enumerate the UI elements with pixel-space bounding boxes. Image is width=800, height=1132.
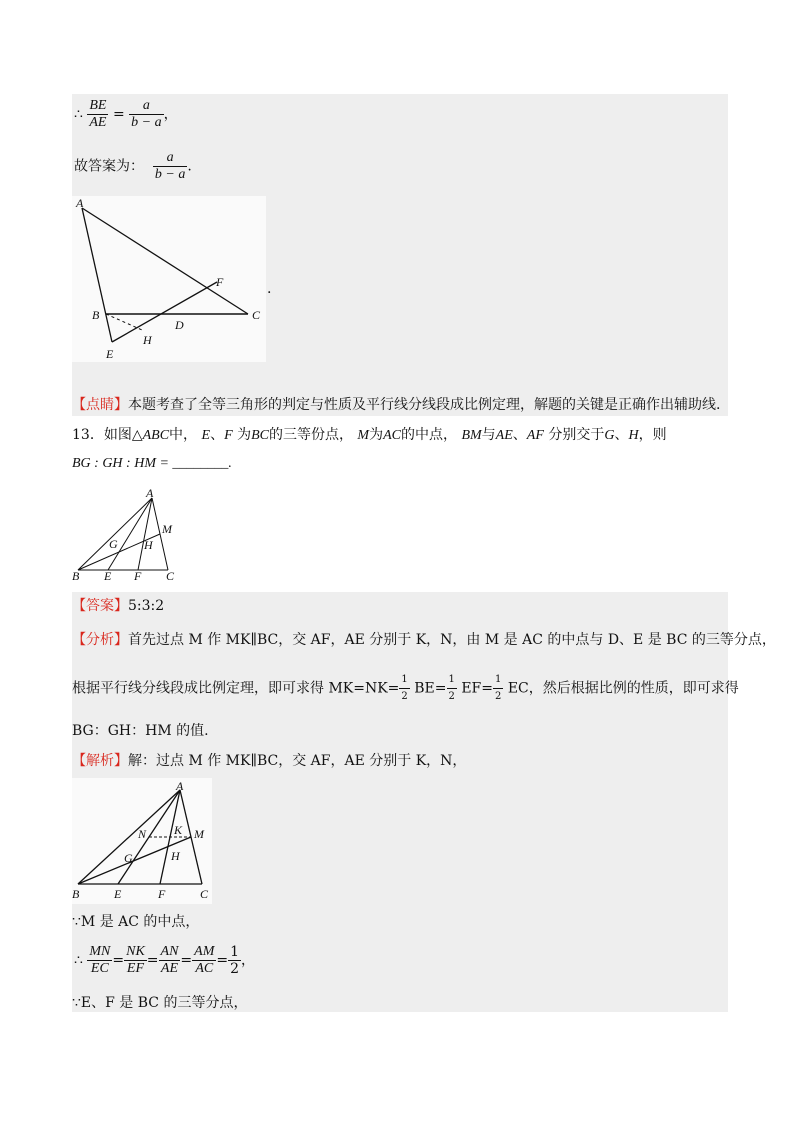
figure-triangle-abc-1 [72, 196, 266, 362]
fig2-label-c: C [166, 569, 175, 583]
fig1-label-h: H [143, 333, 152, 347]
dianjing-line: 【点睛】本题考查了全等三角形的判定与性质及平行线分线段成比例定理，解题的关键是正确作出辅助线. [72, 397, 721, 413]
fig1-label-d: D [175, 318, 184, 332]
fig1-trailing-dot: . [267, 281, 272, 297]
fig1-label-a: A [76, 196, 84, 210]
fig3-label-m: M [194, 827, 204, 841]
fig3-label-a: A [176, 779, 184, 793]
fig1-label-c: C [252, 308, 261, 322]
fig2-label-h: H [144, 538, 153, 552]
figure-2-svg [72, 488, 184, 584]
fig3-label-h: H [171, 849, 180, 863]
fig3-label-e: E [114, 887, 122, 901]
fig2-label-a: A [146, 488, 154, 500]
fig1-label-e: E [106, 347, 114, 361]
answer-line-1: 故答案为： $\frac{a}{b - a}$ . [74, 150, 192, 182]
fig3-label-c: C [200, 887, 209, 901]
fig3-label-n: N [138, 827, 147, 841]
figure-3-svg [72, 778, 212, 904]
question-13-line-1: 13．如图△ABC中， E、F 为BC的三等份点， M为AC的中点， BM与AE、AF 分别交于G、H，则 [72, 427, 667, 443]
ratio-line-be-ae: ∴ $\frac{BE}{AE}$ = $\frac{a}{b - a}$ ， [74, 98, 178, 130]
fig3-label-f: F [158, 887, 166, 901]
figure-triangle-abc-3 [72, 778, 212, 904]
analysis-line-1: 【分析】首先过点 M 作 MK∥BC，交 AF，AE 分别于 K，N，由 M 是 AC 的中点与 D、E 是 BC 的三等分点， [72, 632, 776, 648]
midpoint-line: ∵M 是 AC 的中点， [72, 914, 200, 930]
analysis-line-2: 根据平行线分线段成比例定理，即可求得 MK=NK= $\frac{1}{2}$ BE= $\frac{1}{2}$ EF= $\frac{1}{2}$ EC，然后根据比例的性质，即可求得 [72, 674, 739, 702]
fig2-label-b: B [72, 569, 80, 583]
fig2-label-f: F [134, 569, 142, 583]
fig3-label-g: G [124, 851, 133, 865]
answer-line: 【答案】5:3:2 [72, 598, 165, 614]
figure-triangle-abc-2 [72, 488, 184, 584]
solution-line: 【解析】解：过点 M 作 MK∥BC，交 AF，AE 分别于 K，N， [72, 753, 467, 769]
fig2-label-e: E [104, 569, 112, 583]
fig3-label-k: K [174, 823, 183, 837]
fig3-label-b: B [72, 887, 80, 901]
fig2-label-g: G [109, 537, 118, 551]
ratio-line-mn-ec: ∴ $\frac{MN}{EC}$ = $\frac{NK}{EF}$ = $\frac{AN}{AE}$ = $\frac{AM}{AC}$ = $\frac{1}{2}$ ， [74, 944, 256, 977]
analysis-line-3: BG：GH：HM 的值. [72, 723, 209, 739]
fig1-label-f: F [216, 275, 224, 289]
trisection-line: ∵E、F 是 BC 的三等分点， [72, 995, 248, 1011]
figure-1-svg [72, 196, 266, 362]
question-13-line-2: BG : GH : HM = ________. [72, 456, 232, 471]
fig2-label-m: M [162, 522, 172, 536]
fig1-label-b: B [92, 308, 100, 322]
